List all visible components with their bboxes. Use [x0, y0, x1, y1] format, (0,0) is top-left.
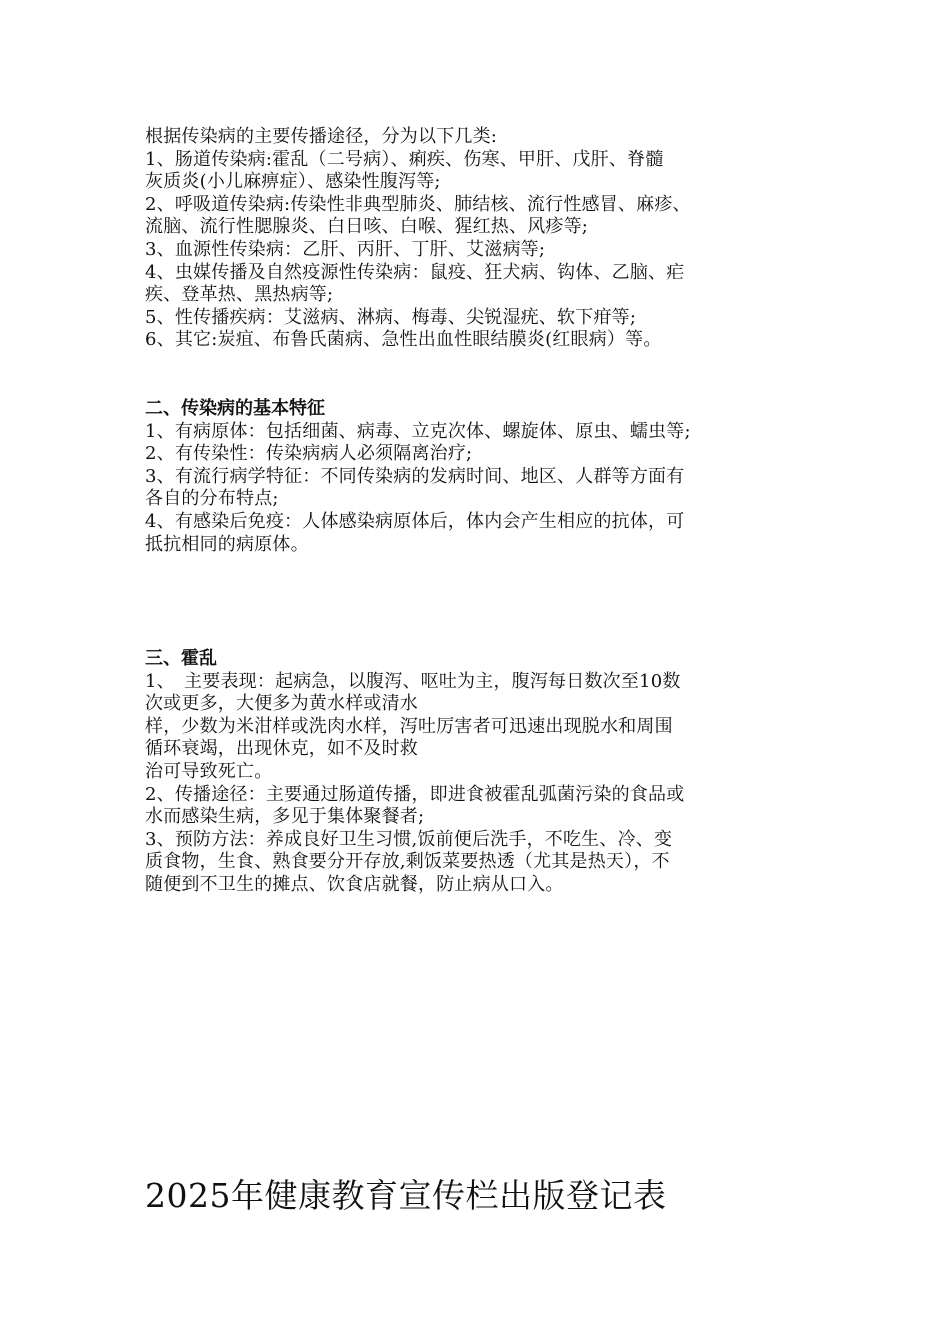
cholera-section: [145, 648, 684, 897]
text-line: 3、血源性传染病：乙肝、丙肝、丁肝、艾滋病等;: [145, 238, 546, 260]
text-line: 质食物，生食、熟食要分开存放,剩饭菜要热透（尤其是热天），不: [145, 851, 670, 873]
text-line: 2、传播途径：主要通过肠道传播，即进食被霍乱弧菌污染的食品或: [145, 783, 685, 805]
text-line: 3、预防方法：养成良好卫生习惯,饭前便后洗手，不吃生、冷、变: [145, 828, 673, 850]
text-line: 4、有感染后免疫：人体感染病原体后，体内会产生相应的抗体，可: [145, 510, 685, 532]
text-line: 各自的分布特点;: [145, 488, 279, 510]
text-line: 2、呼吸道传染病:传染性非典型肺炎、肺结核、流行性感冒、麻疹、: [145, 193, 691, 215]
text-line: 1、 主要表现：起病急，以腹泻、呕吐为主，腹泻每日数次至10数: [145, 670, 681, 692]
text-line: 1、有病原体：包括细菌、病毒、立克次体、螺旋体、原虫、蠕虫等;: [145, 420, 691, 442]
text-line: 灰质炎(小儿麻痹症）、感染性腹泻等;: [145, 171, 441, 193]
text-line: 样，少数为米泔样或洗肉水样，泻吐厉害者可迅速出现脱水和周围: [145, 715, 673, 737]
text-line: 治可导致死亡。: [145, 760, 273, 782]
text-line: 次或更多，大便多为黄水样或清水: [145, 693, 418, 715]
text-line: 循环衰竭，出现休克，如不及时救: [145, 738, 418, 760]
text-line: 4、虫媒传播及自然疫源性传染病：鼠疫、狂犬病、钩体、乙脑、疟: [145, 261, 685, 283]
text-line: 水而感染生病，多见于集体聚餐者;: [145, 806, 425, 828]
text-line: 1、肠道传染病:霍乱（二号病）、痢疾、伤寒、甲肝、戊肝、脊髓: [145, 148, 664, 170]
text-line: 3、有流行病学特征：不同传染病的发病时间、地区、人群等方面有: [145, 465, 685, 487]
text-line: 抵抗相同的病原体。: [145, 533, 309, 555]
text-line: 疾、登革热、黑热病等;: [145, 284, 334, 306]
text-line: 流脑、流行性腮腺炎、白日咳、白喉、猩红热、风疹等;: [145, 216, 589, 238]
classification-section: [145, 126, 691, 352]
register-title: 2025年健康教育宣传栏出版登记表: [145, 1176, 667, 1215]
section-heading: 三、霍乱: [145, 648, 217, 669]
section-heading: 二、传染病的基本特征: [145, 398, 325, 419]
text-line: 5、性传播疾病：艾滋病、淋病、梅毒、尖锐湿疣、软下疳等;: [145, 306, 637, 328]
text-line: 6、其它:炭疽、布鲁氏菌病、急性出血性眼结膜炎(红眼病）等。: [145, 329, 662, 351]
features-section: [145, 398, 691, 556]
text-line: 2、有传染性：传染病病人必须隔离治疗;: [145, 443, 473, 465]
text-line: 根据传染病的主要传播途径，分为以下几类:: [145, 126, 498, 147]
text-line: 随便到不卫生的摊点、饮食店就餐，防止病从口入。: [145, 873, 564, 895]
